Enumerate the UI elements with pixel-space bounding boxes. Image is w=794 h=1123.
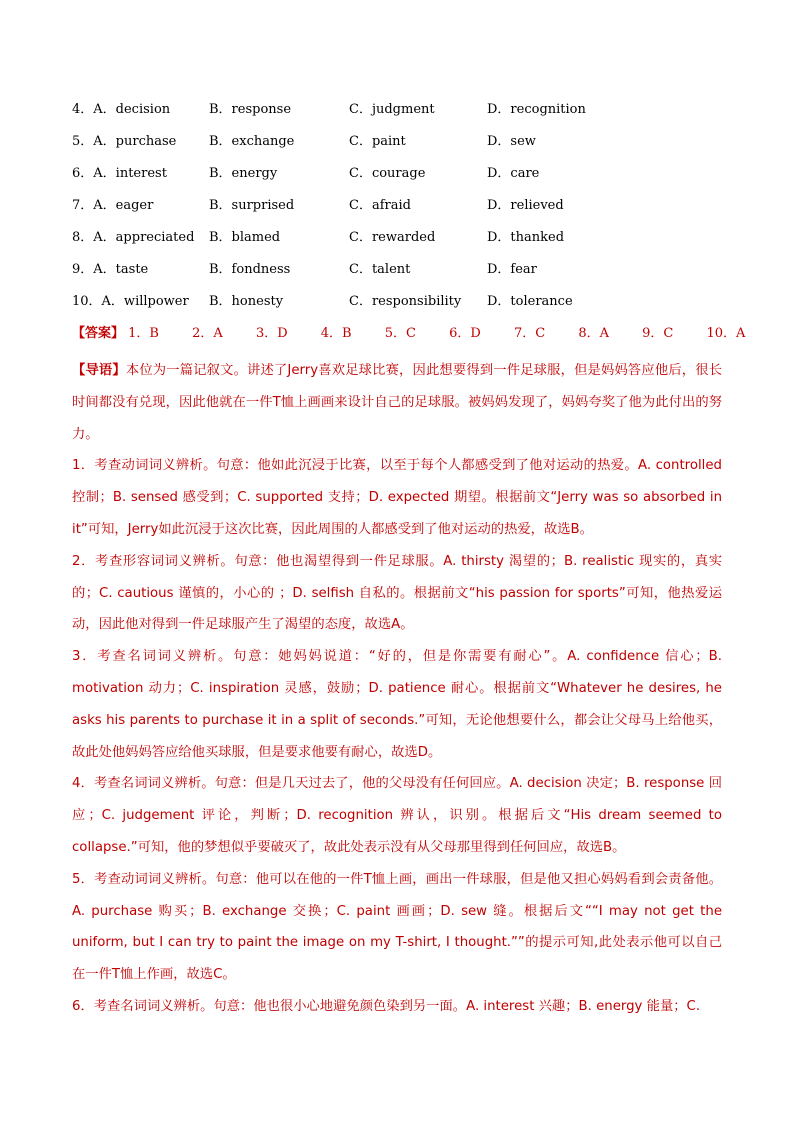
explanation-paragraph <box>72 991 722 1023</box>
option-row <box>72 100 732 132</box>
explanation-number: 4． <box>72 776 94 792</box>
option-b: B．fondness <box>209 262 291 277</box>
explanation-text: 考查名词词义辨析。句意：但是几天过去了，他的父母没有任何回应。A. decision 决定；B. response 回应；C. judgement 评论，判断；D. recognition 辨认，识别。根据后文“His dream seemed to collapse.”可知，他的梦想似乎要破灭了，故此处表示没有从父母那里得到任何回应，故选B。 <box>72 776 722 855</box>
answer-item: 8．A <box>578 326 609 341</box>
option-c: C．judgment <box>349 102 435 117</box>
option-b: B．exchange <box>209 134 295 149</box>
option-c: C．talent <box>349 262 411 277</box>
answer-item: 2．A <box>192 326 223 341</box>
option-c: C．responsibility <box>349 294 462 309</box>
explanation-paragraph <box>72 546 722 641</box>
option-row <box>72 260 732 292</box>
explanation-text: 考查形容词词义辨析。句意：他也渴望得到一件足球服。A. thirsty 渴望的；B. realistic 现实的，真实的；C. cautious 谨慎的，小心的 ；D. selfish 自私的。根据前文“his passion for sports”可知，他热爱运动，因此他对得到一件足球服产生了渴望的态度，故选A。 <box>72 553 722 633</box>
explanation-paragraph <box>72 864 722 991</box>
option-row <box>72 132 732 164</box>
explanation-paragraph <box>72 641 722 768</box>
answer-item: 1．B <box>128 326 159 341</box>
option-a: 4．A．decision <box>72 102 171 117</box>
option-b: B．honesty <box>209 294 284 309</box>
explanation-text: 考查名词词义辨析。句意：他也很小心地避免颜色染到另一面。A. interest 兴趣；B. energy 能量；C. <box>93 998 701 1014</box>
option-d: D．sew <box>487 134 536 149</box>
answer-item: 3．D <box>255 326 288 341</box>
explanation-number: 6． <box>72 998 94 1014</box>
option-b: B．surprised <box>209 198 295 213</box>
option-d: D．thanked <box>487 230 565 245</box>
option-d: D．care <box>487 166 540 181</box>
explanation-number: 3． <box>72 649 98 665</box>
option-c: C．rewarded <box>349 230 436 245</box>
option-list <box>72 100 732 324</box>
explanation-paragraph <box>72 768 722 863</box>
option-a: 7．A．eager <box>72 198 154 213</box>
answer-item: 4．B <box>320 326 352 341</box>
option-d: D．fear <box>487 262 537 277</box>
answer-item: 5．C <box>384 326 416 341</box>
explanation-text: 考查名词词义辨析。句意：她妈妈说道：“好的，但是你需要有耐心”。A. confidence 信心；B. motivation 动力；C. inspiration 灵感，鼓励；D. patience 耐心。根据前文“Whatever he desires, he asks his parents to purchase it in a split of seconds.”可知，无论他想要什么，都会让父母马上给他买，故此处他妈妈答应给他买球服，但是要求他要有耐心，故选D。 <box>72 649 722 760</box>
option-a: 6．A．interest <box>72 166 167 181</box>
guide-tag: 【导语】 <box>72 363 126 378</box>
option-row <box>72 228 732 260</box>
analysis-section <box>72 355 722 1023</box>
guide-text: 本位为一篇记叙文。讲述了Jerry喜欢足球比赛，因此想要得到一件足球服，但是妈妈答应他后，很长时间都没有兑现，因此他就在一件T恤上画画来设计自己的足球服。被妈妈发现了，妈妈夸奖了他为此付出的努力。 <box>72 363 723 442</box>
option-b: B．response <box>209 102 292 117</box>
guide-paragraph <box>72 355 722 450</box>
option-b: B．energy <box>209 166 278 181</box>
explanation-paragraph <box>72 450 722 545</box>
option-row <box>72 164 732 196</box>
option-b: B．blamed <box>209 230 281 245</box>
explanation-number: 2． <box>72 553 96 569</box>
answer-item: 10．A <box>706 326 746 341</box>
option-c: C．afraid <box>349 198 411 213</box>
option-row <box>72 196 732 228</box>
option-d: D．recognition <box>487 102 586 117</box>
answer-item: 7．C <box>513 326 546 341</box>
option-row <box>72 292 732 324</box>
answer-item: 9．C <box>642 326 674 341</box>
answer-key <box>72 323 774 345</box>
option-a: 9．A．taste <box>72 262 149 277</box>
option-d: D．relieved <box>487 198 564 213</box>
answer-tag: 【答案】 <box>72 326 125 341</box>
explanation-text: 考查动词词义辨析。句意：他如此沉浸于比赛，以至于每个人都感受到了他对运动的热爱。A. controlled 控制；B. sensed 感受到；C. supported 支持；D. expected 期望。根据前文“Jerry was so absorbed in it”可知，Jerry如此沉浸于这次比赛，因此周围的人都感受到了他对运动的热爱，故选B。 <box>72 458 722 537</box>
option-d: D．tolerance <box>487 294 573 309</box>
explanation-number: 5． <box>72 871 95 887</box>
explanation-number: 1． <box>72 458 95 474</box>
option-c: C．paint <box>349 134 406 149</box>
explanation-text: 考查动词词义辨析。句意：他可以在他的一件T恤上画，画出一件球服，但是他又担心妈妈看到会责备他。A. purchase 购买；B. exchange 交换；C. paint 画画；D. sew 缝。根据后文““I may not get the uniform, but I can try to paint the image on my T-shirt, I thought.””的提示可知,此处表示他可以自己在一件T恤上作画，故选C。 <box>72 871 722 983</box>
answer-item: 6．D <box>449 326 481 341</box>
option-a: 10．A．willpower <box>72 294 189 309</box>
option-c: C．courage <box>349 166 426 181</box>
option-a: 8．A．appreciated <box>72 230 195 245</box>
option-a: 5．A．purchase <box>72 134 177 149</box>
